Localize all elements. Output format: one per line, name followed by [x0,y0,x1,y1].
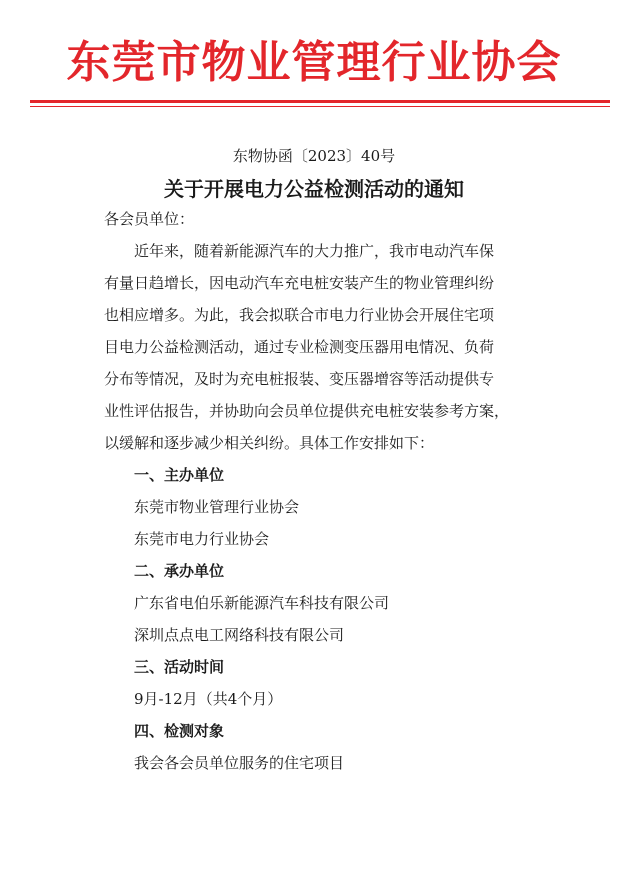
paragraph-line: 有量日趋增长，因电动汽车充电桩安装产生的物业管理纠纷 [104,274,495,292]
activity-time-item: 9月-12月（共4个月） [134,690,283,708]
document-number: 东物协函〔2023〕40号 [232,147,396,165]
paragraph-line: 业性评估报告，并协助向会员单位提供充电桩安装参考方案， [104,402,510,420]
section-heading-inspection-target: 四、检测对象 [134,722,225,740]
paragraph-line: 分布等情况，及时为充电桩报装、变压器增容等活动提供专 [104,370,495,388]
salutation: 各会员单位： [104,210,195,228]
inspection-target-item: 我会各会员单位服务的住宅项目 [134,754,345,772]
paragraph-line: 以缓解和逐步减少相关纠纷。具体工作安排如下： [104,434,435,452]
organizer-item: 东莞市电力行业协会 [134,530,270,548]
paragraph-line: 目电力公益检测活动，通过专业检测变压器用电情况、负荷 [104,338,495,356]
masthead-rule-thin [30,106,610,107]
co-organizer-item: 广东省电伯乐新能源汽车科技有限公司 [134,594,390,612]
paragraph-line: 近年来，随着新能源汽车的大力推广，我市电动汽车保 [134,242,495,260]
masthead-rule-thick [30,100,610,103]
paragraph-line: 也相应增多。为此，我会拟联合市电力行业协会开展住宅项 [104,306,495,324]
section-heading-activity-time: 三、活动时间 [134,658,225,676]
section-heading-organizer: 一、主办单位 [134,466,225,484]
section-heading-co-organizer: 二、承办单位 [134,562,225,580]
document-title: 关于开展电力公益检测活动的通知 [164,177,464,201]
co-organizer-item: 深圳点点电工网络科技有限公司 [134,626,345,644]
masthead-title: 东莞市物业管理行业协会 [66,37,562,88]
organizer-item: 东莞市物业管理行业协会 [134,498,300,516]
